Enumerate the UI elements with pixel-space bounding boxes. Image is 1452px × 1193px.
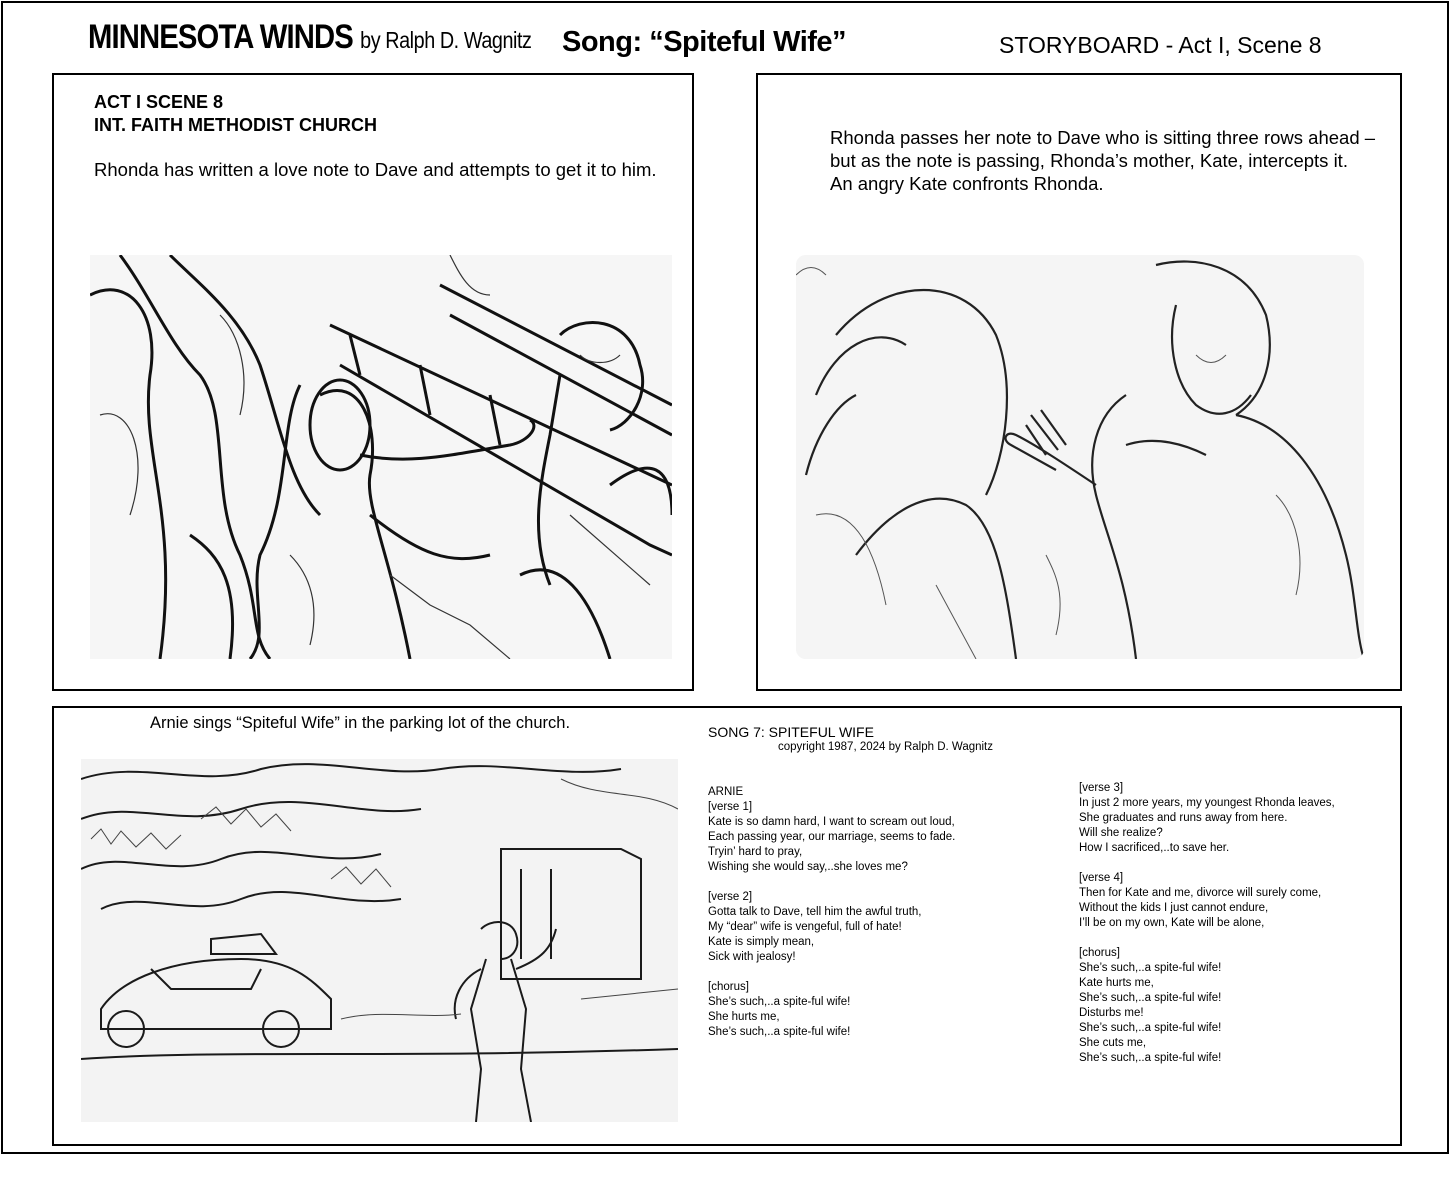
song-heading: Song: “Spiteful Wife”	[562, 26, 847, 58]
lyric-line: Tryin’ hard to pray,	[708, 846, 803, 858]
lyric-line: She’s such,..a spite-ful wife!	[1079, 992, 1222, 1004]
lyric-line: Kate is so damn hard, I want to scream out loud,	[708, 816, 955, 828]
lyric-line: Without the kids I just cannot endure,	[1079, 902, 1269, 914]
parking-lot-sketch	[81, 759, 678, 1122]
lyric-line: I’ll be on my own, Kate will be alone,	[1079, 917, 1265, 929]
panel-3-caption: Arnie sings “Spiteful Wife” in the parking lot of the church.	[150, 714, 571, 732]
lyric-line: She’s such,..a spite-ful wife!	[708, 1026, 851, 1038]
lyric-line: [verse 4]	[1079, 872, 1124, 884]
lyric-line: Kate is simply mean,	[708, 936, 815, 948]
scene-number: ACT I SCENE 8	[94, 92, 224, 112]
lyric-line	[708, 965, 955, 980]
lyric-line: Each passing year, our marriage, seems to fade.	[708, 831, 956, 843]
lyric-line: In just 2 more years, my youngest Rhonda leaves,	[1079, 797, 1335, 809]
lyric-line: She’s such,..a spite-ful wife!	[708, 996, 851, 1008]
storyboard-heading: STORYBOARD - Act I, Scene 8	[999, 32, 1322, 58]
lyric-line: Disturbs me!	[1079, 1007, 1144, 1019]
lyric-line	[708, 875, 955, 890]
storyboard-panel-3	[52, 706, 1402, 1146]
lyric-line: Kate hurts me,	[1079, 977, 1154, 989]
lyric-line: How I sacrificed,..to save her.	[1079, 842, 1230, 854]
lyric-line: Gotta talk to Dave, tell him the awful truth,	[708, 906, 922, 918]
storyboard-panel-1	[52, 73, 694, 691]
lyric-line: She’s such,..a spite-ful wife!	[1079, 962, 1222, 974]
lyric-line: Will she realize?	[1079, 827, 1163, 839]
lyric-line: ARNIE	[708, 786, 744, 798]
song-copyright: copyright 1987, 2024 by Ralph D. Wagnitz	[778, 741, 994, 753]
show-title: MINNESOTA WINDS by Ralph D. Wagnitz	[88, 18, 532, 56]
panel-2-line-1: Rhonda passes her note to Dave who is sitting three rows ahead –	[830, 127, 1376, 148]
lyric-line: She’s such,..a spite-ful wife!	[1079, 1022, 1222, 1034]
lyric-line	[1079, 931, 1335, 946]
panel-1-description: Rhonda has written a love note to Dave and attempts to get it to him.	[94, 159, 657, 180]
panel-2-line-3: An angry Kate confronts Rhonda.	[830, 173, 1104, 194]
kate-confronts-rhonda-sketch	[796, 255, 1364, 659]
lyric-line: My “dear” wife is vengeful, full of hate!	[708, 921, 902, 933]
panel-2-line-2: but as the note is passing, Rhonda’s mother, Kate, intercepts it.	[830, 150, 1348, 171]
lyric-line: Then for Kate and me, divorce will surely come,	[1079, 887, 1322, 899]
byline: by Ralph D. Wagnitz	[360, 27, 532, 53]
lyric-line: She hurts me,	[708, 1011, 780, 1023]
lyrics-column-right	[1079, 781, 1335, 1066]
lyric-line: [chorus]	[1079, 947, 1120, 959]
lyrics-column-left	[708, 785, 955, 1040]
lyric-line: She cuts me,	[1079, 1037, 1147, 1049]
scene-location: INT. FAITH METHODIST CHURCH	[94, 115, 377, 135]
lyric-line: [verse 1]	[708, 801, 753, 813]
lyric-line: Sick with jealosy!	[708, 951, 796, 963]
song-title: SONG 7: SPITEFUL WIFE	[708, 724, 874, 740]
lyric-line	[1079, 856, 1335, 871]
storyboard-panel-2	[756, 73, 1402, 691]
lyric-line: [chorus]	[708, 981, 749, 993]
lyric-line: Wishing she would say,..she loves me?	[708, 861, 908, 873]
lyric-line: She’s such,..a spite-ful wife!	[1079, 1052, 1222, 1064]
lyric-line: She graduates and runs away from here.	[1079, 812, 1288, 824]
lyric-line: [verse 2]	[708, 891, 753, 903]
church-pew-sketch	[90, 255, 672, 659]
lyric-line: [verse 3]	[1079, 782, 1124, 794]
